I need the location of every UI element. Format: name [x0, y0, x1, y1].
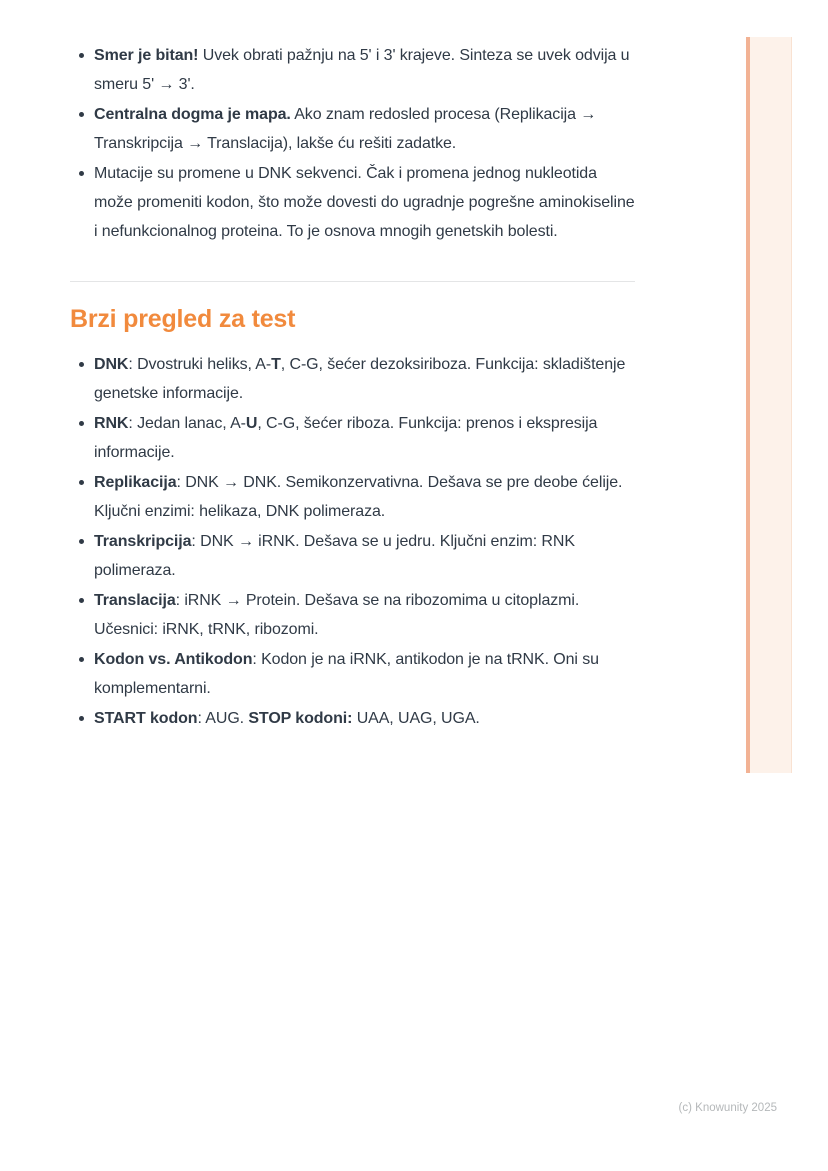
text-run: : Dvostruki heliks, A-	[128, 356, 272, 373]
text-run: UAA, UAG, UGA.	[352, 710, 480, 727]
text-run: : Jedan lanac, A-	[128, 415, 246, 432]
decorative-side-bar	[746, 37, 792, 773]
bold-text-run: Translacija	[94, 592, 176, 609]
section-heading: Brzi pregled za test	[70, 305, 296, 333]
list-item	[70, 704, 636, 733]
bold-text-run: T	[271, 356, 281, 373]
section-divider	[70, 281, 635, 282]
bold-text-run: Kodon vs. Antikodon	[94, 651, 253, 668]
text-run: : iRNK → Protein. Dešava se na ribozomima u citoplazmi. Učesnici: iRNK, tRNK, ribozomi.	[94, 592, 580, 638]
list-item	[70, 100, 636, 158]
bold-text-run: RNK	[94, 415, 129, 432]
bold-text-run: Centralna dogma je mapa.	[94, 106, 291, 123]
list-item	[70, 159, 636, 246]
text-run: : DNK → iRNK. Dešava se u jedru. Ključni enzim: RNK polimeraza.	[94, 533, 575, 579]
review-bullet-list	[70, 350, 636, 734]
list-item	[70, 645, 636, 703]
text-run: Uvek obrati pažnju na 5' i 3' krajeve. Sinteza se uvek odvija u smeru 5' → 3'.	[94, 47, 630, 93]
intro-bullet-list	[70, 41, 636, 247]
list-item	[70, 350, 636, 408]
bold-text-run: Transkripcija	[94, 533, 192, 550]
bold-text-run: DNK	[94, 356, 129, 373]
text-run: , C-G, šećer riboza. Funkcija: prenos i ekspresija informacije.	[94, 415, 598, 461]
bold-text-run: Smer je bitan!	[94, 47, 199, 64]
list-item	[70, 586, 636, 644]
list-item	[70, 527, 636, 585]
list-item	[70, 41, 636, 99]
text-run: : DNK → DNK. Semikonzervativna. Dešava se pre deobe ćelije. Ključni enzimi: helikaza, DNK polimeraza.	[94, 474, 623, 520]
text-run: : AUG.	[197, 710, 249, 727]
bold-text-run: STOP kodoni:	[248, 710, 353, 727]
text-run: , C-G, šećer dezoksiriboza. Funkcija: skladištenje genetske informacije.	[94, 356, 626, 402]
text-run: Mutacije su promene u DNK sekvenci. Čak i promena jednog nukleotida može promeniti kodon, što može dovesti do ugradnje pogrešne aminokiseline i nefunkcionalnog proteina. To je osnova mnogih genetskih bolesti.	[94, 165, 635, 240]
text-run: Ako znam redosled procesa (Replikacija → Transkripcija → Translacija), lakše ću rešiti zadatke.	[94, 106, 597, 152]
list-item	[70, 409, 636, 467]
copyright-note: (c) Knowunity 2025	[678, 1102, 777, 1114]
bold-text-run: Replikacija	[94, 474, 177, 491]
list-item	[70, 468, 636, 526]
text-run: : Kodon je na iRNK, antikodon je na tRNK. Oni su komplementarni.	[94, 651, 599, 697]
bold-text-run: START kodon	[94, 710, 198, 727]
bold-text-run: U	[245, 415, 258, 432]
